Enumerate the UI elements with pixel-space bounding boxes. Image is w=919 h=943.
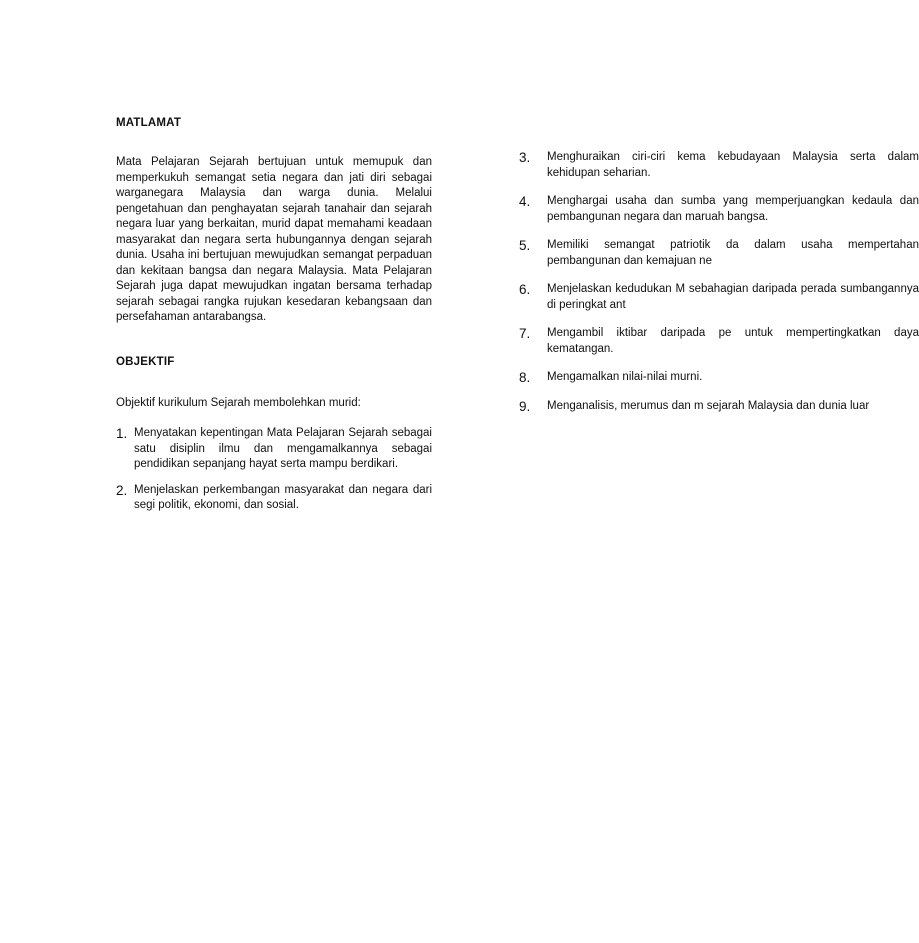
- objective-number: 2.: [116, 482, 128, 498]
- objective-text: Memiliki semangat patriotik da dalam usaha mempertahan pembangunan dan kemajuan ne: [547, 239, 919, 267]
- objective-number: 6.: [519, 282, 531, 297]
- objective-text: Menyatakan kepentingan Mata Pelajaran Sejarah sebagai satu disiplin ilmu dan mengamalkannya sebagai pendidikan sepanjang hayat serta mampu berdikari.: [134, 427, 432, 470]
- objective-text: Menghargai usaha dan sumba yang memperjuangkan kedaula dan pembangunan negara dan maruah bangsa.: [547, 195, 919, 223]
- objective-number: 1.: [116, 426, 128, 441]
- objective-item-5: [519, 238, 919, 269]
- objective-item-9: [519, 399, 919, 415]
- objective-text: Mengamalkan nilai-nilai murni.: [547, 371, 703, 383]
- matlamat-heading: MATLAMAT: [116, 117, 182, 129]
- objective-number: 5.: [519, 238, 531, 253]
- objective-number: 7.: [519, 326, 531, 341]
- objective-item-6: [519, 282, 919, 313]
- objective-text: Menghuraikan ciri-ciri kema kebudayaan Malaysia serta dalam kehidupan seharian.: [547, 151, 919, 179]
- objective-item-7: [519, 326, 919, 357]
- objective-item-3: [519, 150, 919, 181]
- objective-item-8: [519, 370, 919, 386]
- matlamat-paragraph: Mata Pelajaran Sejarah bertujuan untuk memupuk dan memperkukuh semangat setia negara dan jati diri sebagai warganegara Malaysia dan warga dunia. Melalui pengetahuan dan penghayatan sejarah tanahair dan sejarah negara luar yang berkaitan, murid dapat memahami keadaan masyarakat dan negara serta hubungannya dengan sejarah dunia. Usaha ini bertujuan mewujudkan semangat perpaduan dan kekitaan bangsa dan negara Malaysia. Mata Pelajaran Sejarah juga dapat mewujudkan ingatan bersama terhadap sejarah sebagai rangka rujukan kesedaran kebangsaan dan persefahaman antarabangsa.: [116, 156, 432, 323]
- objective-item-4: [519, 194, 919, 225]
- objektif-heading: OBJEKTIF: [116, 355, 175, 368]
- objective-item-1: [116, 426, 432, 473]
- objective-text: Menganalisis, merumus dan m sejarah Malaysia dan dunia luar: [547, 399, 870, 412]
- objective-item-2: [116, 483, 432, 514]
- objective-number: 3.: [519, 150, 531, 165]
- objective-text: Mengambil iktibar daripada pe untuk mempertingkatkan daya kematangan.: [547, 327, 919, 355]
- objective-text: Menjelaskan kedudukan M sebahagian daripada perada sumbangannya di peringkat ant: [547, 283, 919, 311]
- objective-number: 8.: [519, 370, 531, 385]
- right-column: [519, 150, 919, 427]
- objective-number: 9.: [519, 398, 531, 414]
- left-column: [116, 117, 432, 524]
- objective-number: 4.: [519, 194, 531, 209]
- objective-text: Menjelaskan perkembangan masyarakat dan negara dari segi politik, ekonomi, dan sosial.: [134, 483, 432, 511]
- objektif-intro: Objektif kurikulum Sejarah membolehkan murid:: [116, 396, 361, 409]
